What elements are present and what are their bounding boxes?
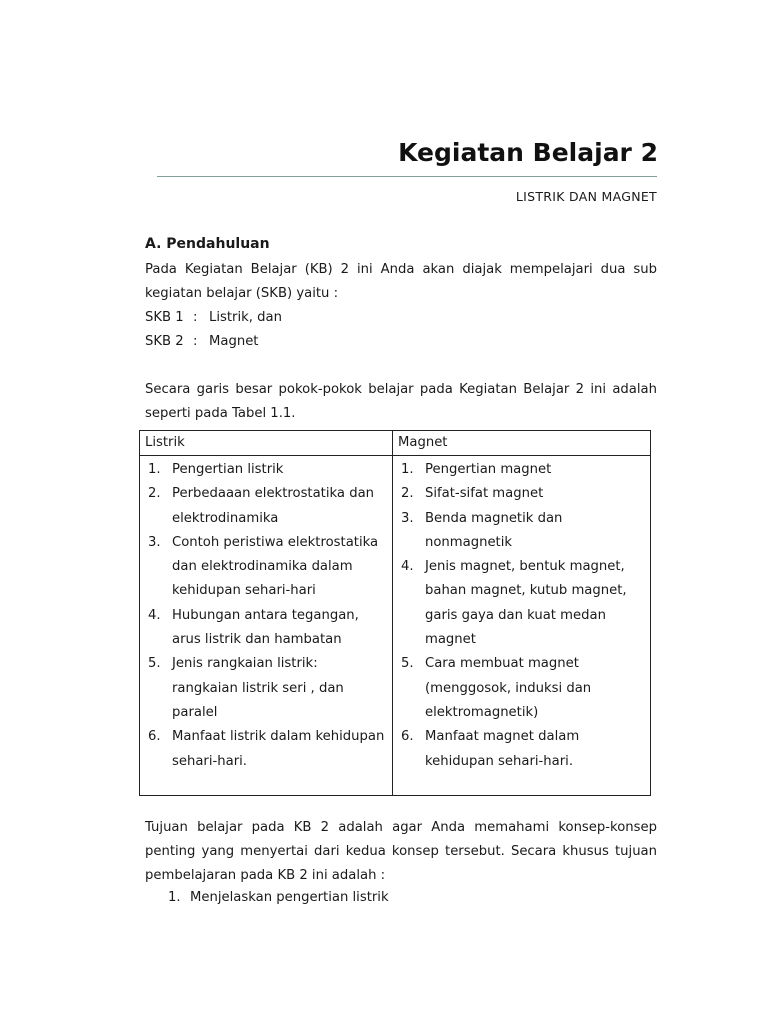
list-item <box>401 725 644 774</box>
item-number: 6. <box>401 729 414 745</box>
item-text: Jenis magnet, bentuk magnet, bahan magnet, kutub magnet, garis gaya dan kuat medan magnet <box>425 559 627 648</box>
skb-code: SKB 1 <box>145 310 184 325</box>
intro-paragraph: Pada Kegiatan Belajar (KB) 2 ini Anda akan diajak mempelajari dua sub kegiatan belajar (SKB) yaitu : <box>145 262 657 301</box>
skb-line-1 <box>145 310 282 325</box>
table-header-listrik: Listrik <box>140 431 393 456</box>
page-title: Kegiatan Belajar 2 <box>398 138 658 167</box>
list-item <box>148 482 386 531</box>
skb-separator: : <box>193 310 198 325</box>
item-number: 3. <box>401 510 414 526</box>
item-text: Cara membuat magnet (menggosok, induksi dan elektromagnetik) <box>425 656 592 720</box>
item-text: Jenis rangkaian listrik: rangkaian listrik seri , dan paralel <box>172 656 344 720</box>
outline-paragraph: Secara garis besar pokok-pokok belajar pada Kegiatan Belajar 2 ini adalah seperti pada Tabel 1.1. <box>145 382 657 421</box>
list-item <box>401 652 644 725</box>
item-text: Manfaat listrik dalam kehidupan sehari-hari. <box>172 729 385 769</box>
list-item <box>148 725 386 774</box>
list-item <box>148 458 386 482</box>
list-item <box>148 652 386 725</box>
list-item <box>148 604 386 653</box>
title-divider <box>157 176 657 177</box>
item-number: 5. <box>401 656 414 672</box>
goal-text: Menjelaskan pengertian listrik <box>190 890 389 905</box>
magnet-cell <box>393 456 651 796</box>
item-number: 4. <box>401 559 414 575</box>
list-item <box>401 482 644 506</box>
item-text: Manfaat magnet dalam kehidupan sehari-hari. <box>425 729 580 769</box>
item-text: Perbedaaan elektrostatika dan elektrodinamika <box>172 486 375 526</box>
skb-label: Magnet <box>209 334 259 349</box>
item-text: Hubungan antara tegangan, arus listrik dan hambatan <box>172 607 359 648</box>
item-text: Benda magnetik dan nonmagnetik <box>425 510 563 550</box>
list-item <box>148 531 386 604</box>
item-number: 2. <box>401 486 414 502</box>
item-number: 1. <box>148 462 161 477</box>
item-text: Pengertian listrik <box>172 462 284 477</box>
item-number: 1. <box>401 462 414 477</box>
listrik-cell <box>140 456 393 796</box>
listrik-list <box>148 458 386 774</box>
item-text: Contoh peristiwa elektrostatika dan elektrodinamika dalam kehidupan sehari-hari <box>172 534 379 599</box>
item-number: 6. <box>148 729 161 745</box>
item-number: 2. <box>148 486 161 502</box>
item-number: 5. <box>148 656 161 672</box>
outline-table <box>139 430 651 796</box>
skb-separator: : <box>193 334 198 349</box>
magnet-list <box>401 458 644 774</box>
goals-paragraph: Tujuan belajar pada KB 2 adalah agar Anda memahami konsep-konsep penting yang menyertai dari kedua konsep tersebut. Secara khusus tujuan pembelajaran pada KB 2 ini adalah : <box>145 820 657 883</box>
list-item <box>401 555 644 652</box>
goal-number: 1. <box>168 890 181 905</box>
section-heading: A. Pendahuluan <box>145 236 270 252</box>
item-number: 4. <box>148 607 161 623</box>
skb-label: Listrik, dan <box>209 310 282 325</box>
page-subtitle: LISTRIK DAN MAGNET <box>515 189 657 204</box>
list-item <box>401 458 644 482</box>
goal-item <box>168 890 389 905</box>
item-number: 3. <box>148 534 161 550</box>
skb-code: SKB 2 <box>145 334 184 349</box>
item-text: Sifat-sifat magnet <box>425 486 544 502</box>
list-item <box>401 507 644 556</box>
table-header-magnet: Magnet <box>393 431 651 456</box>
item-text: Pengertian magnet <box>425 462 552 477</box>
skb-line-2 <box>145 334 258 349</box>
